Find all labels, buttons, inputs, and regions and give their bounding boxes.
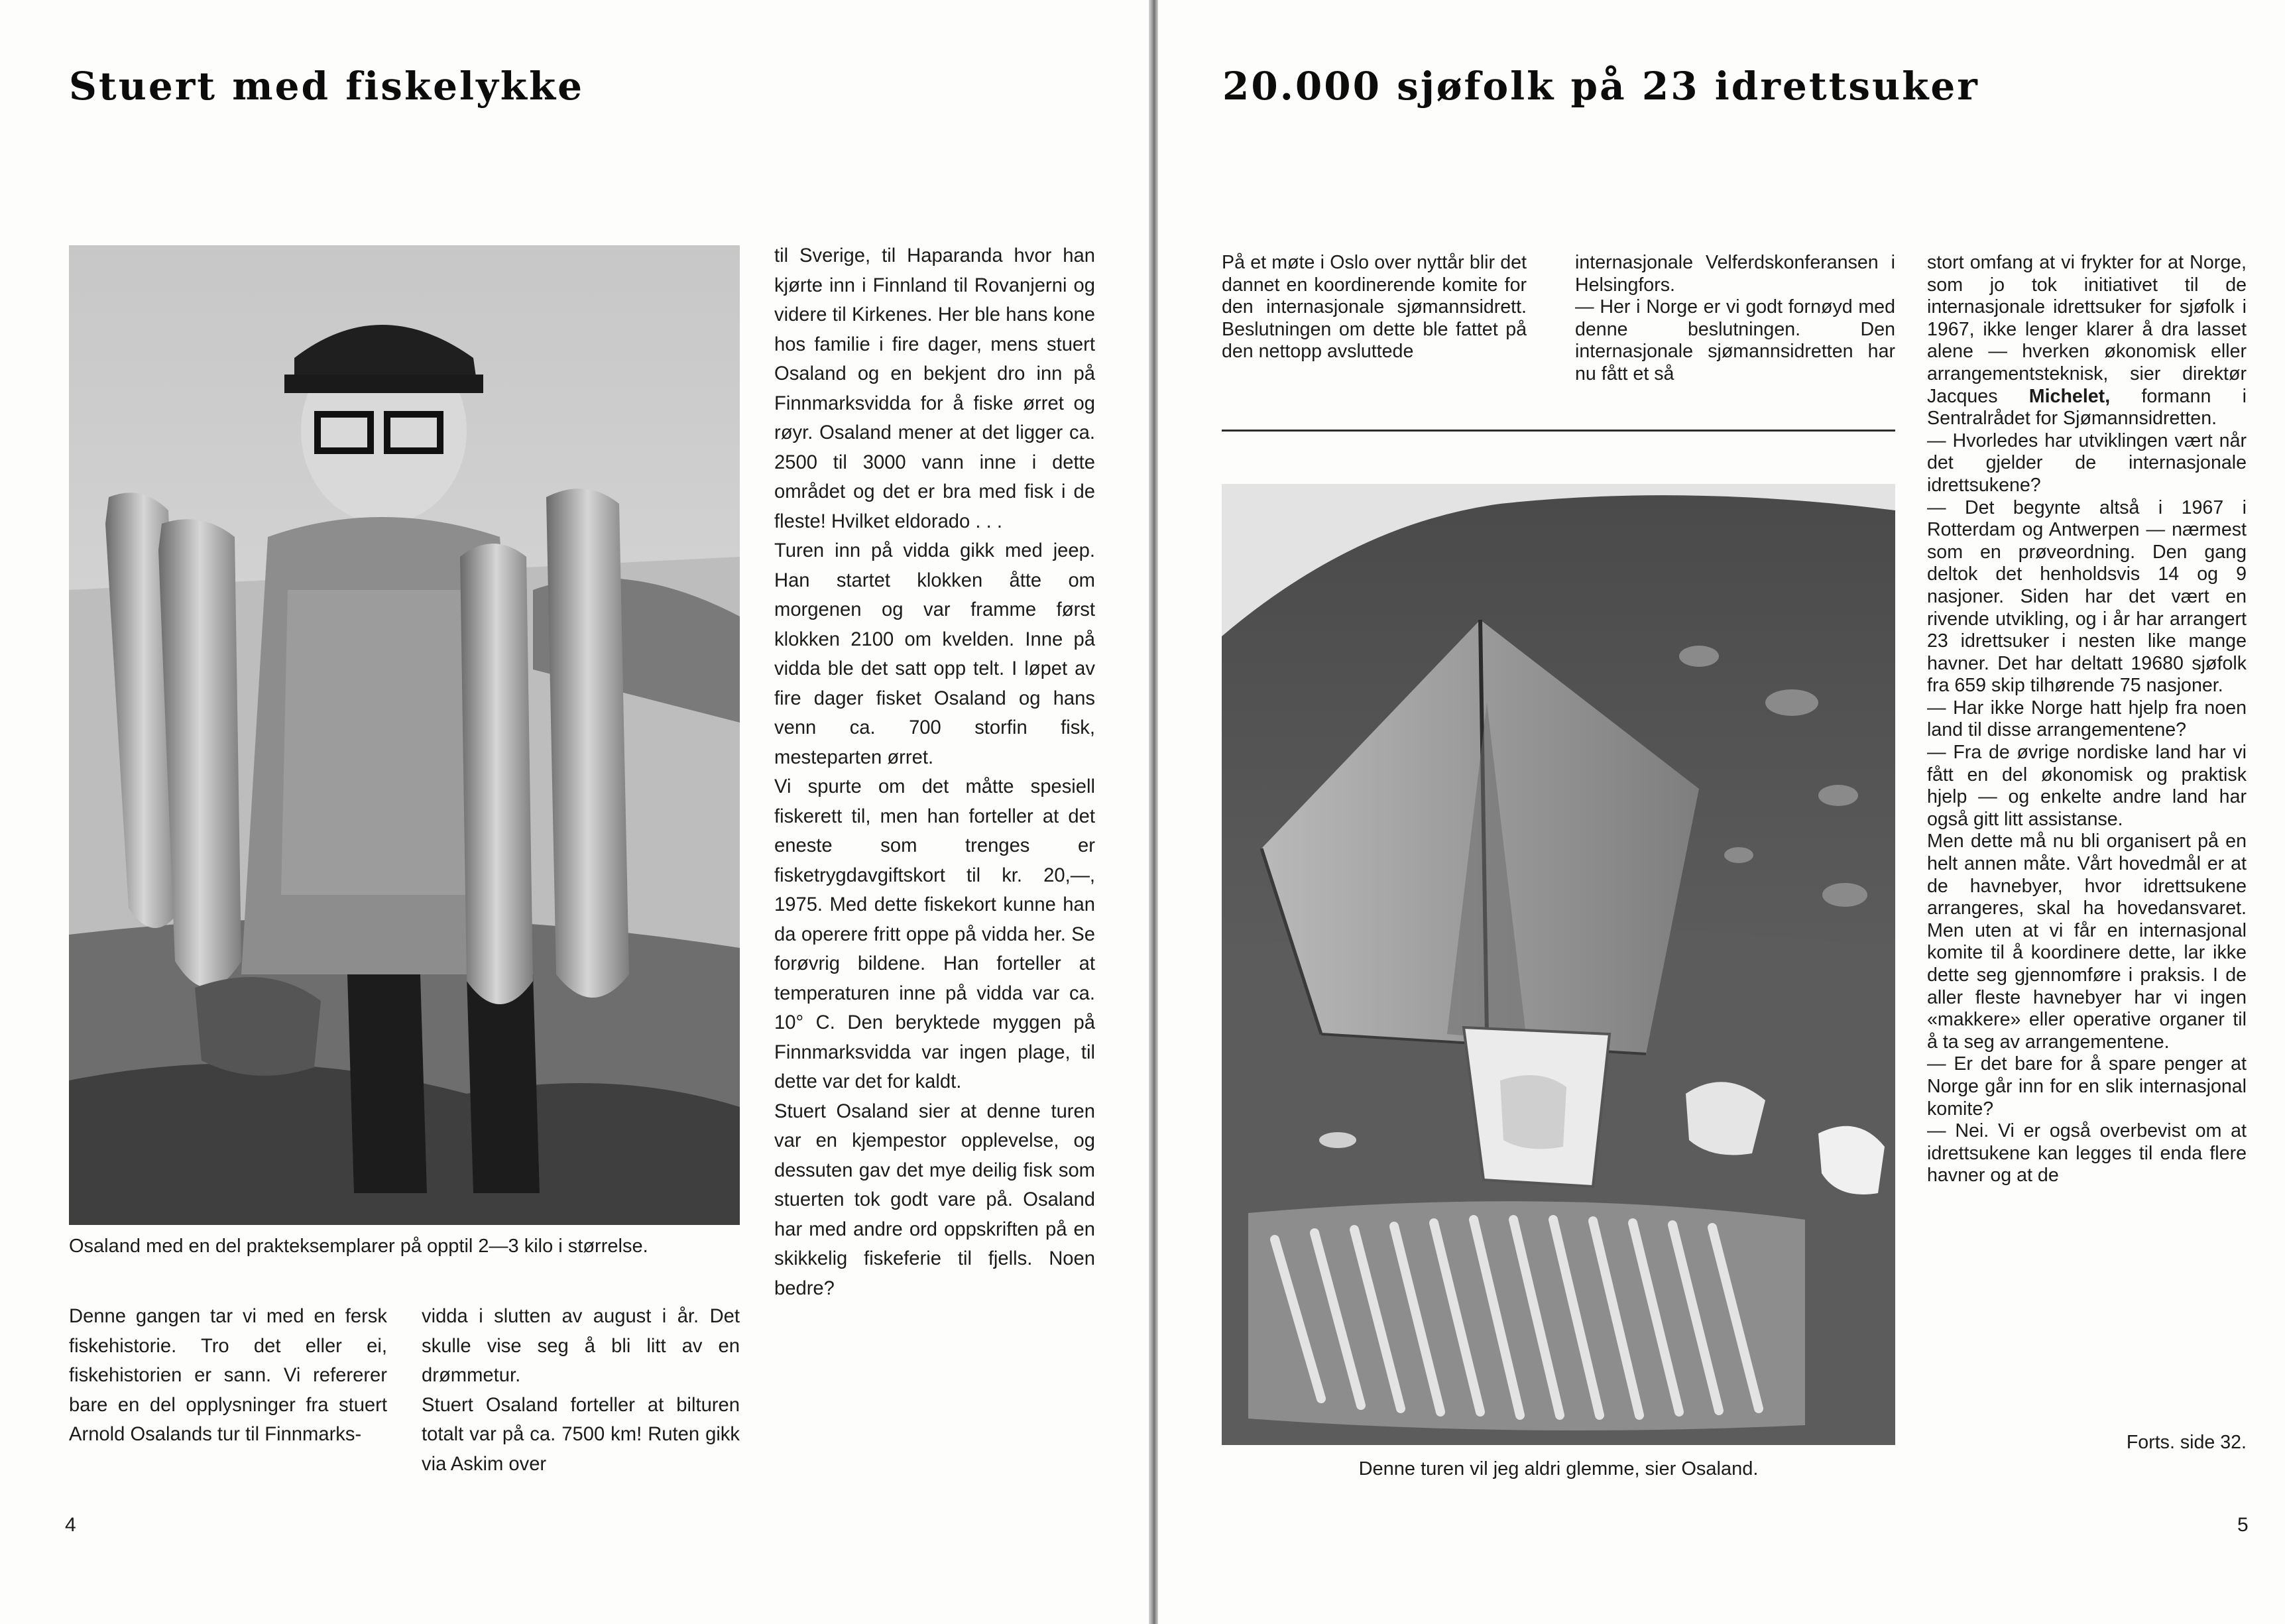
column-3-text-lead: stort omfang at vi frykter for at Norge, som jo tok initiativet til de internasjonale idrettsuker for sjøfolk i 1967, ikke lenger klarer å dra lasset alene — hverken økonomisk eller arrangementsteknisk, sier direktør Jacques bbox=[1927, 252, 2247, 407]
book-spine bbox=[1149, 0, 1158, 1624]
right-article-column-3 bbox=[1927, 252, 2247, 1187]
right-headline: 20.000 sjøfolk på 23 idrettsuker bbox=[1222, 64, 1979, 109]
left-headline: Stuert med fiskelykke bbox=[69, 64, 585, 109]
continued-on-page-link: Forts. side 32. bbox=[2126, 1432, 2247, 1453]
interviewee-name: Michelet, bbox=[2028, 385, 2111, 407]
fisherman-photo bbox=[69, 245, 740, 1225]
fisherman-photo-caption: Osaland med en del prakteksemplarer på opptil 2—3 kilo i størrelse. bbox=[69, 1236, 648, 1257]
left-article-column-2: vidda i slutten av august i år. Det skulle vise seg å bli litt av en drømmetur. Stuert Osaland forteller at bilturen totalt var på ca. 7500 km! Ruten gikk via Askim over bbox=[422, 1306, 740, 1475]
section-divider bbox=[1222, 430, 1895, 432]
column-3-text-body: formann i Sentralrådet for Sjømannsidretten. — Hvorledes har utviklingen vært når det gjelder de internasjonale idrettsukene? — Det begynte altså i 1967 i Rotterdam og Antwerpen — nærmest som en prøveordning. Den gang deltok det henholdsvis 14 og 9 nasjoner. Siden har det vært en rivende utvikling, og i år har arrangert 23 idrettsuker i nesten like mange havner. Det har deltatt 19680 sjøfolk fra 659 skip tilhørende 75 nasjoner. — Har ikke Norge hatt hjelp fra noen land til disse arrangementene? — Fra de øvrige nordiske land har vi fått en del økonomisk og praktisk hjelp — og enkelte andre land har også gitt litt assistanse. Men dette må nu bli organisert på en helt annen måte. Vårt hovedmål er at de havnebyer, hvor idrettsukene arrangeres, skal ha hovedansvaret. Men uten at vi får en internasjonal komite til å koordinere dette, lar ikke dette seg gjennomføre i praksis. I de aller fleste havnebyer har vi ingen «makkere» eller operative organer til å ta seg av arrangementene. — Er det bare for å spare penger at Norge går inn for en slik internasjonal komite? — Nei. Vi er også overbevist om at idrettsukene kan legges til enda flere havner og at de bbox=[1927, 385, 2247, 1187]
right-page bbox=[1158, 0, 2285, 1624]
fisherman-photo-icon bbox=[69, 245, 740, 1225]
left-article-column-1: Denne gangen tar vi med en fersk fiskehistorie. Tro det eller ei, fiskehistorien er sann. Vi refererer bare en del opplysninger fra stuert Arnold Osalands tur til Finnmarks- bbox=[69, 1306, 387, 1445]
tent-photo-icon bbox=[1222, 484, 1895, 1445]
intro-column-1: På et møte i Oslo over nyttår blir det dannet en koordinerende komite for den internasjonale sjømannsidrett. Beslutningen om dette ble fattet på den nettopp avsluttede bbox=[1222, 252, 1527, 363]
left-article-column-3: til Sverige, til Haparanda hvor han kjørte inn i Finnland til Rovanjerni og videre til Kirkenes. Her ble hans kone hos familie i fire dager, mens stuert Osaland og en bekjent dro inn på Finnmarksvidda for å fiske ørret og røyr. Osaland mener at det ligger ca. 2500 til 3000 vann inne i dette området og det er bra med fisk i de fleste! Hvilket eldorado . . . Turen inn på vidda gikk med jeep. Han startet klokken åtte om morgenen og var framme først klokken 2100 om kvelden. Inne på vidda ble det satt opp telt. I løpet av fire dager fisket Osaland og hans venn ca. 700 storfin fisk, mesteparten ørret. Vi spurte om det måtte spesiell fiskerett til, men han forteller at det eneste som trenges er fisketrygdavgiftskort til kr. 20,—, 1975. Med dette fiskekort kunne han da operere fritt oppe på vidda her. Se forøvrig bildene. Han forteller at temperaturen inne på vidda var ca. 10° C. Den beryktede myggen på Finnmarksvidda var ingen plage, til dette var det for kaldt. Stuert Osaland sier at denne turen var en kjempestor opplevelse, og dessuten gav det mye deilig fisk som stuerten tok godt vare på. Osaland har med andre ord oppskriften på en skikkelig fiskeferie til fjells. Noen bedre? bbox=[774, 245, 1095, 1299]
intro-column-2: internasjonale Velferdskonferansen i Helsingfors. — Her i Norge er vi godt fornøyd med denne beslutningen. Den internasjonale sjømannsidretten har nu fått et så bbox=[1575, 252, 1895, 384]
page-number-left: 4 bbox=[65, 1514, 76, 1536]
tent-photo-caption: Denne turen vil jeg aldri glemme, sier Osaland. bbox=[1358, 1458, 1759, 1479]
tent-photo bbox=[1222, 484, 1895, 1445]
page-number-right: 5 bbox=[2237, 1514, 2249, 1536]
